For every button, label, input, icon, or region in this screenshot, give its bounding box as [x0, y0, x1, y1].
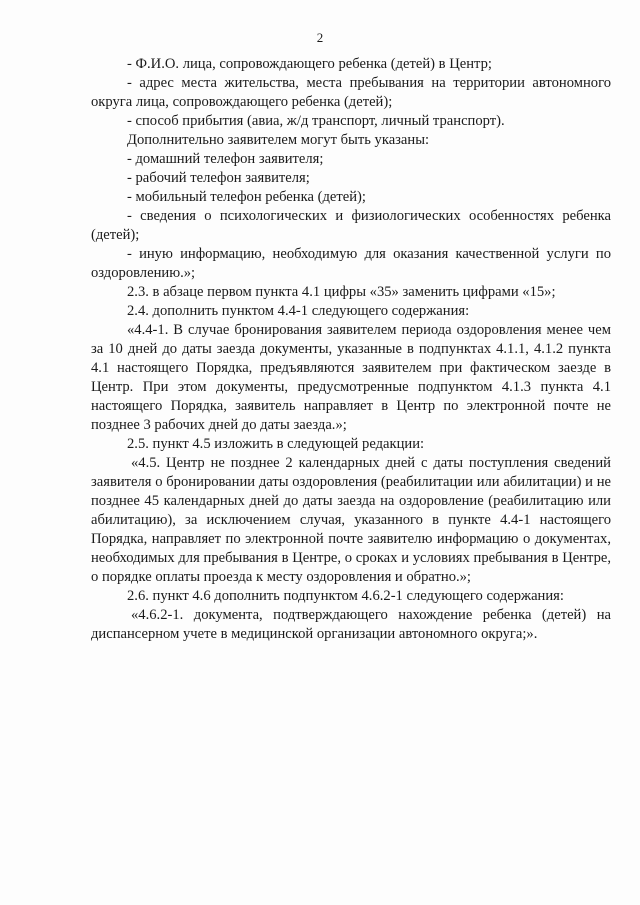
- paragraph: - Ф.И.О. лица, сопровождающего ребенка (детей) в Центр;: [127, 56, 492, 72]
- paragraph: «4.5. Центр не позднее 2 календарных дней с даты поступления сведений заявителя о бронировании даты оздоровления (реабилитации или абилитации) и не позднее 45 календарных дней до даты заезда на оздоровление (реабилитацию или абилитацию), за исключением случая, указанного в пункте 4.4-1 настоящего Порядка, направляет по электронной почте заявителю информацию о документах, необходимых для пребывания в Центре, о сроках и условиях пребывания в Центре, о порядке оплаты проезда к месту оздоровления и обратно.»;: [91, 455, 611, 585]
- document-body: [91, 55, 611, 644]
- paragraph: - рабочий телефон заявителя;: [127, 170, 310, 186]
- paragraph: Дополнительно заявителем могут быть указаны:: [127, 132, 430, 148]
- paragraph: 2.6. пункт 4.6 дополнить подпунктом 4.6.2-1 следующего содержания:: [127, 588, 564, 604]
- paragraph: - домашний телефон заявителя;: [127, 151, 324, 167]
- paragraph: - иную информацию, необходимую для оказания качественной услуги по оздоровлению.»;: [91, 246, 611, 281]
- page-number: 2: [316, 30, 324, 45]
- paragraph: 2.4. дополнить пунктом 4.4-1 следующего содержания:: [127, 303, 470, 319]
- paragraph: - способ прибытия (авиа, ж/д транспорт, личный транспорт).: [127, 113, 505, 129]
- paragraph: 2.3. в абзаце первом пункта 4.1 цифры «35» заменить цифрами «15»;: [127, 284, 556, 300]
- paragraph: - мобильный телефон ребенка (детей);: [127, 189, 366, 205]
- paragraph: «4.6.2-1. документа, подтверждающего нахождение ребенка (детей) на диспансерном учете в медицинской организации автономного округа;».: [91, 607, 611, 642]
- paragraph: - адрес места жительства, места пребывания на территории автономного округа лица, сопровождающего ребенка (детей);: [91, 75, 611, 110]
- paragraph: «4.4-1. В случае бронирования заявителем периода оздоровления менее чем за 10 дней до даты заезда документы, указанные в подпунктах 4.1.1, 4.1.2 пункта 4.1 настоящего Порядка, предъявляются заявителем при фактическом заезде в Центр. При этом документы, предусмотренные подпунктом 4.1.3 пункта 4.1 настоящего Порядка, заявитель направляет в Центр по электронной почте не позднее 3 рабочих дней до даты заезда.»;: [91, 322, 611, 433]
- paragraph: - сведения о психологических и физиологических особенностях ребенка (детей);: [91, 208, 611, 243]
- paragraph: 2.5. пункт 4.5 изложить в следующей редакции:: [127, 436, 425, 452]
